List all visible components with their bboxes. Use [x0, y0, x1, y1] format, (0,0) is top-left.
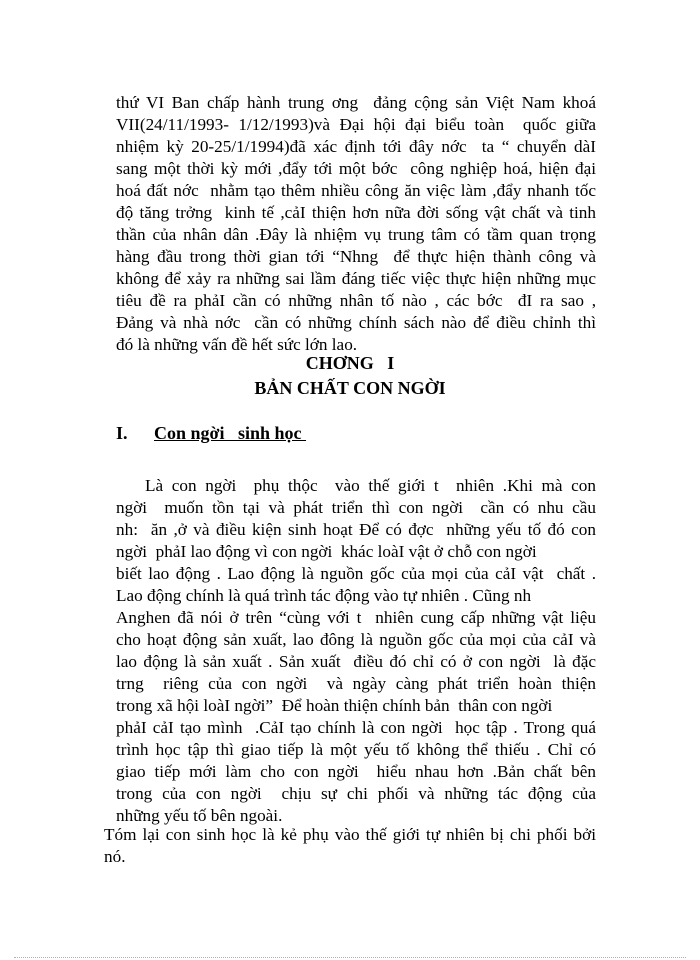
intro-line: hàng đầu trong thời gian tới “Nhng để thực hiện thành công và: [116, 247, 596, 266]
section-title: Con ngời sinh học: [154, 423, 307, 443]
body-line: những yếu tố bên ngoài.: [116, 806, 283, 825]
intro-line: tiêu đề ra phảI cần có những nhân tố nào , các bớc đI ra sao ,: [116, 291, 596, 310]
body-line: biết lao động . Lao động là nguồn gốc của mọi của cảI vật chất .: [116, 564, 596, 583]
body-line: trng riêng của con ngời và ngày càng phát triển hoàn thiện: [116, 674, 596, 693]
body-line: trình học tập thì giao tiếp là một yếu tố không thể thiếu . Chỉ có: [116, 740, 596, 759]
intro-line: đó là những vấn đề hết sức lớn lao.: [116, 335, 358, 354]
page-border-dotted: [14, 957, 686, 958]
chapter-title: BẢN CHẤT CON NGỜI: [254, 378, 446, 398]
intro-line: nhiệm kỳ 20-25/1/1994)đã xác định tới đây nớc ta “ chuyển dàI: [116, 137, 596, 156]
conclusion-line: nó.: [104, 847, 126, 866]
section-number: I.: [116, 423, 128, 443]
body-line: phảI cảI tạo mình .CảI tạo chính là con ngời học tập . Trong quá: [116, 718, 596, 737]
body-line: nh: ăn ,ở và điều kiện sinh hoạt Để có đợc những yếu tố đó con: [116, 520, 596, 539]
body-line: trong của con ngời chịu sự chi phối và những tác động của: [116, 784, 596, 803]
chapter-heading: CHƠNG I: [305, 353, 395, 373]
body-line: Là con ngời phụ thộc vào thế giới t nhiên .Khi mà con: [145, 476, 596, 495]
body-line: trong xã hội loàI ngời” Để hoàn thiện chính bản thân con ngời: [116, 696, 553, 715]
body-line: Anghen đã nói ở trên “cùng với t nhiên cung cấp những vật liệu: [116, 608, 596, 627]
intro-line: độ tăng trởng kinh tế ,cảI thiện hơn nữa đời sống vật chất và tinh: [116, 203, 596, 222]
body-line: Lao động chính là quá trình tác động vào tự nhiên . Cũng nh: [116, 586, 532, 605]
body-line: ngời phảI lao động vì con ngời khác loàI vật ở chỗ con ngời: [116, 542, 537, 561]
intro-line: thứ VI Ban chấp hành trung ơng đảng cộng sản Việt Nam khoá: [116, 93, 596, 112]
body-line: lao động là sản xuất . Sản xuất điều đó chỉ có ở con ngời là đặc: [116, 652, 596, 671]
conclusion-line: Tóm lại con sinh học là kẻ phụ vào thế giới tự nhiên bị chi phối bởi: [104, 825, 596, 844]
intro-line: không để xảy ra những sai lầm đáng tiếc việc thực hiện những mục: [116, 269, 596, 288]
intro-line: VII(24/11/1993- 1/12/1993)và Đại hội đại biểu toàn quốc giữa: [116, 115, 596, 134]
body-line: giao tiếp mới làm cho con ngời hiểu nhau hơn .Bản chất bên: [116, 762, 596, 781]
intro-line: sang một thời kỳ mới ,đẩy tới một bớc công nghiệp hoá, hiện đại: [116, 159, 596, 178]
body-line: ngời muốn tồn tại và phát triển thì con ngời cần có nhu cầu: [116, 498, 596, 517]
intro-line: thần của nhân dân .Đây là nhiệm vụ trung tâm có tầm quan trọng: [116, 225, 596, 244]
body-line: cho hoạt động sản xuất, lao đông là nguồn gốc của mọi của cảI và: [116, 630, 596, 649]
intro-line: hoá đất nớc nhằm tạo thêm nhiều công ăn việc làm ,đẩy nhanh tốc: [116, 181, 596, 200]
intro-line: Đảng và nhà nớc cần có những chính sách nào để điều chỉnh thì: [116, 313, 596, 332]
